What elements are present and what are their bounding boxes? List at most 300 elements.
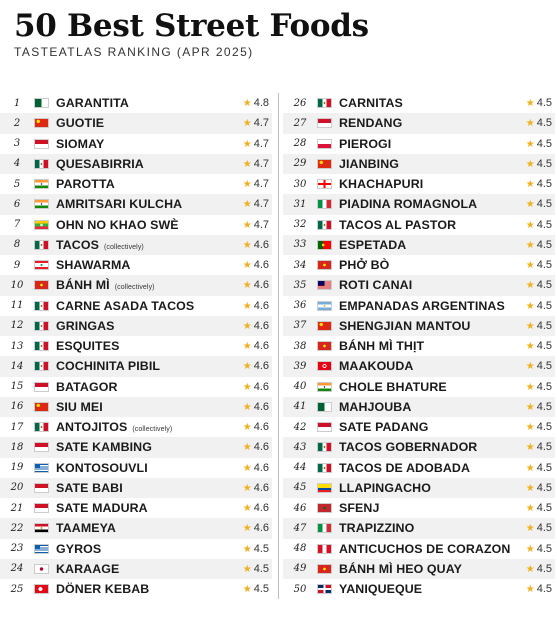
flag-greece-icon [34, 463, 49, 473]
rating-value: 4.5 [253, 583, 269, 596]
flag-china-icon [317, 159, 332, 169]
dish-name-text: BÁNH MÌ HEO QUAY [339, 561, 462, 576]
rank-number: 41 [293, 401, 307, 413]
dish-name [56, 96, 231, 110]
ranking-row [283, 518, 555, 538]
rating [514, 563, 555, 575]
page-subtitle: TASTEATLAS RANKING (APR 2025) [14, 45, 254, 59]
star-icon: ★ [242, 98, 252, 110]
rating-value: 4.5 [536, 380, 552, 393]
rating [231, 97, 272, 109]
rating-value: 4.5 [536, 340, 552, 353]
ranking-row [0, 275, 272, 295]
dish-name-text: SHAWARMA [56, 258, 131, 273]
flag-china-icon [34, 118, 49, 128]
rating [514, 117, 555, 129]
rating [514, 583, 555, 595]
star-icon: ★ [525, 462, 535, 474]
ranking-row [0, 154, 272, 174]
rating-value: 4.5 [536, 542, 552, 555]
dish-name [339, 562, 514, 576]
star-icon: ★ [525, 523, 535, 535]
rating [231, 117, 272, 129]
rating [514, 421, 555, 433]
dish-name-text: CARNE ASADA TACOS [56, 298, 195, 313]
rank-number: 47 [293, 522, 307, 534]
rank-number: 29 [293, 158, 307, 170]
rank-number: 20 [10, 482, 24, 494]
dish-name [339, 116, 514, 130]
ranking-row [283, 417, 555, 437]
rank-number: 30 [293, 178, 307, 190]
flag-italy-icon [317, 199, 332, 209]
ranking-row [283, 134, 555, 154]
star-icon: ★ [242, 320, 252, 332]
dish-name [56, 197, 231, 211]
star-icon: ★ [525, 482, 535, 494]
dish-name [56, 400, 231, 414]
rating [231, 381, 272, 393]
rating-value: 4.5 [536, 218, 552, 231]
rank-number: 37 [293, 320, 307, 332]
dish-name-text: CARNITAS [339, 96, 403, 111]
flag-greece-icon [34, 544, 49, 554]
ranking-row [283, 377, 555, 397]
rating [514, 482, 555, 494]
rank-number: 7 [13, 219, 21, 231]
star-icon: ★ [242, 401, 252, 413]
flag-mexico-icon [317, 220, 332, 230]
star-icon: ★ [525, 442, 535, 454]
star-icon: ★ [525, 401, 535, 413]
rating [231, 583, 272, 595]
dish-name [56, 359, 231, 373]
rating-value: 4.6 [253, 400, 269, 413]
rating [231, 462, 272, 474]
dish-name-text: TRAPIZZINO [339, 521, 415, 536]
dish-name [339, 299, 514, 313]
ranking-row [283, 154, 555, 174]
rank-number: 40 [293, 381, 307, 393]
flag-vietnam-icon [317, 260, 332, 270]
star-icon: ★ [242, 381, 252, 393]
flag-dominican-republic-icon [317, 584, 332, 594]
ranking-row [0, 255, 272, 275]
rating-value: 4.7 [253, 178, 269, 191]
dish-name [56, 339, 231, 353]
dish-name [56, 137, 231, 151]
rating-value: 4.5 [536, 400, 552, 413]
column-divider [278, 93, 279, 599]
ranking-row [283, 113, 555, 133]
ranking-row [0, 377, 272, 397]
flag-mexico-icon [317, 463, 332, 473]
star-icon: ★ [525, 158, 535, 170]
ranking-row [0, 296, 272, 316]
rating [514, 360, 555, 372]
ranking-row [283, 397, 555, 417]
rating [231, 300, 272, 312]
dish-name [339, 258, 514, 272]
header [0, 0, 557, 59]
rank-number: 19 [10, 462, 24, 474]
ranking-row [0, 498, 272, 518]
dish-name [339, 157, 514, 171]
rating-value: 4.7 [253, 218, 269, 231]
rating-value: 4.5 [536, 137, 552, 150]
flag-vietnam-icon [34, 280, 49, 290]
star-icon: ★ [525, 361, 535, 373]
ranking-row [0, 478, 272, 498]
star-icon: ★ [525, 118, 535, 130]
ranking-row [283, 235, 555, 255]
rating-value: 4.6 [253, 481, 269, 494]
dish-name [56, 238, 231, 252]
rating-value: 4.6 [253, 360, 269, 373]
flag-peru-icon [317, 544, 332, 554]
dish-name [56, 440, 231, 454]
rank-number: 44 [293, 462, 307, 474]
rating [514, 401, 555, 413]
dish-name [339, 278, 514, 292]
rating [514, 441, 555, 453]
star-icon: ★ [242, 462, 252, 474]
rating [231, 401, 272, 413]
flag-mexico-icon [34, 301, 49, 311]
rank-number: 5 [13, 178, 21, 190]
rating-value: 4.5 [536, 178, 552, 191]
flag-indonesia-icon [34, 442, 49, 452]
dish-name-text: ESPETADA [339, 237, 407, 252]
rank-number: 43 [293, 441, 307, 453]
ranking-row [283, 498, 555, 518]
rating [514, 502, 555, 514]
dish-name [339, 96, 514, 110]
ranking-row [283, 93, 555, 113]
dish-name-text: PHỞ BÒ [339, 258, 390, 273]
flag-mexico-icon [317, 442, 332, 452]
flag-poland-icon [317, 139, 332, 149]
ranking-row [0, 518, 272, 538]
dish-name-text: SATE PADANG [339, 420, 429, 435]
dish-name-text: TACOS DE ADOBADA [339, 460, 471, 475]
flag-algeria-icon [34, 98, 49, 108]
rating [514, 462, 555, 474]
star-icon: ★ [242, 179, 252, 191]
rating-value: 4.5 [536, 461, 552, 474]
ranking-row [0, 397, 272, 417]
dish-name-text: OHN NO KHAO SWÈ [56, 217, 179, 232]
dish-name-text: PIEROGI [339, 136, 392, 151]
star-icon: ★ [242, 118, 252, 130]
star-icon: ★ [525, 199, 535, 211]
dish-name [56, 481, 231, 495]
rank-number: 42 [293, 421, 307, 433]
ranking-row [283, 194, 555, 214]
dish-name-text: SIOMAY [56, 136, 105, 151]
ranking-row [283, 539, 555, 559]
rating-value: 4.5 [536, 238, 552, 251]
rank-number: 15 [10, 381, 24, 393]
dish-name-text: YANIQUEQUE [339, 582, 423, 597]
rating-value: 4.5 [536, 319, 552, 332]
page-title: 50 Best Street Foods [14, 8, 369, 44]
dish-name [339, 339, 514, 353]
rank-number: 3 [13, 138, 21, 150]
rating-value: 4.6 [253, 340, 269, 353]
rating-value: 4.5 [536, 583, 552, 596]
star-icon: ★ [525, 422, 535, 434]
dish-name-text: ESQUITES [56, 339, 120, 354]
dish-name [339, 501, 514, 515]
dish-name [339, 177, 514, 191]
rating-value: 4.5 [536, 157, 552, 170]
star-icon: ★ [242, 138, 252, 150]
dish-name-text: KHACHAPURI [339, 177, 424, 192]
ranking-row [0, 316, 272, 336]
ranking-row [0, 417, 272, 437]
rank-number: 2 [13, 117, 21, 129]
rank-number: 23 [10, 543, 24, 555]
dish-name-text: SATE MADURA [56, 501, 148, 516]
flag-malaysia-icon [317, 280, 332, 290]
dish-name [56, 562, 231, 576]
dish-name [56, 299, 231, 313]
flag-india-icon [34, 199, 49, 209]
rating-value: 4.8 [253, 97, 269, 110]
rating [514, 320, 555, 332]
rating-value: 4.5 [536, 360, 552, 373]
ranking-row [283, 316, 555, 336]
star-icon: ★ [242, 158, 252, 170]
rating [514, 219, 555, 231]
rating-value: 4.6 [253, 502, 269, 515]
dish-name [339, 197, 514, 211]
dish-name [339, 481, 514, 495]
ranking-row [283, 336, 555, 356]
rank-number: 34 [293, 259, 307, 271]
dish-name [339, 238, 514, 252]
dish-name-text: SATE BABI [56, 480, 123, 495]
dish-name-text: AMRITSARI KULCHA [56, 197, 183, 212]
rating-value: 4.5 [536, 441, 552, 454]
rating [514, 158, 555, 170]
dish-name [56, 582, 231, 596]
rank-number: 16 [10, 401, 24, 413]
dish-name-text: LLAPINGACHO [339, 480, 431, 495]
rank-number: 9 [13, 259, 21, 271]
dish-name-text: KARAAGE [56, 561, 120, 576]
star-icon: ★ [525, 260, 535, 272]
rank-number: 18 [10, 441, 24, 453]
star-icon: ★ [525, 381, 535, 393]
rating [514, 381, 555, 393]
star-icon: ★ [242, 219, 252, 231]
rating [231, 259, 272, 271]
dish-name-text: SHENGJIAN MANTOU [339, 318, 471, 333]
ranking-row [0, 356, 272, 376]
rating-value: 4.6 [253, 522, 269, 535]
dish-name-text: PIADINA ROMAGNOLA [339, 197, 478, 212]
rank-number: 14 [10, 360, 24, 372]
ranking-row [283, 579, 555, 599]
rank-number: 39 [293, 360, 307, 372]
dish-name-text: MAAKOUDA [339, 359, 414, 374]
rank-number: 21 [10, 502, 24, 514]
dish-name-text: DÖNER KEBAB [56, 582, 150, 597]
ranking-row [283, 296, 555, 316]
rank-number: 31 [293, 198, 307, 210]
flag-morocco-icon [317, 503, 332, 513]
rating-value: 4.7 [253, 157, 269, 170]
flag-argentina-icon [317, 301, 332, 311]
star-icon: ★ [242, 239, 252, 251]
rating-value: 4.7 [253, 198, 269, 211]
flag-china-icon [317, 321, 332, 331]
star-icon: ★ [525, 138, 535, 150]
dish-name [339, 380, 514, 394]
dish-name-text: BÁNH MÌ [56, 278, 110, 293]
rank-number: 49 [293, 563, 307, 575]
rank-number: 1 [13, 97, 21, 109]
rating-value: 4.7 [253, 137, 269, 150]
flag-ecuador-icon [317, 483, 332, 493]
ranking-row [0, 559, 272, 579]
ranking-row [0, 174, 272, 194]
rating-value: 4.5 [536, 299, 552, 312]
dish-name-text: ANTICUCHOS DE CORAZON [339, 541, 511, 556]
star-icon: ★ [242, 584, 252, 596]
rank-number: 45 [293, 482, 307, 494]
rating-value: 4.5 [536, 481, 552, 494]
dish-name-text: TACOS AL PASTOR [339, 217, 457, 232]
rating-value: 4.6 [253, 380, 269, 393]
dish-name-text: GYROS [56, 541, 102, 556]
dish-name-text: MAHJOUBA [339, 399, 412, 414]
rating-value: 4.5 [536, 259, 552, 272]
star-icon: ★ [242, 422, 252, 434]
ranking-row [0, 539, 272, 559]
dish-name-text: GARANTITA [56, 96, 129, 111]
star-icon: ★ [242, 563, 252, 575]
rating [231, 482, 272, 494]
rating [514, 279, 555, 291]
star-icon: ★ [525, 98, 535, 110]
rating [231, 178, 272, 190]
flag-egypt-icon [34, 523, 49, 533]
dish-note: (collectively) [103, 243, 144, 251]
rank-number: 50 [293, 583, 307, 595]
star-icon: ★ [525, 219, 535, 231]
rating-value: 4.6 [253, 461, 269, 474]
dish-name [339, 359, 514, 373]
rank-number: 28 [293, 138, 307, 150]
dish-name-text: QUESABIRRIA [56, 156, 144, 171]
rating [514, 239, 555, 251]
flag-mexico-icon [34, 240, 49, 250]
rating [231, 158, 272, 170]
dish-name-text: ROTI CANAI [339, 278, 413, 293]
rating [231, 421, 272, 433]
rating [231, 198, 272, 210]
dish-name [56, 521, 231, 535]
flag-myanmar-icon [34, 220, 49, 230]
rating [231, 320, 272, 332]
rank-number: 46 [293, 502, 307, 514]
dish-name-text: KONTOSOUVLI [56, 460, 148, 475]
rating-value: 4.6 [253, 299, 269, 312]
rank-number: 22 [10, 522, 24, 534]
rating [514, 198, 555, 210]
rank-number: 17 [10, 421, 24, 433]
flag-indonesia-icon [34, 382, 49, 392]
dish-name [56, 177, 231, 191]
rank-number: 26 [293, 97, 307, 109]
rating [231, 543, 272, 555]
rating [231, 279, 272, 291]
dish-name-text: ANTOJITOS [56, 420, 128, 435]
dish-name [56, 420, 231, 434]
rank-number: 35 [293, 279, 307, 291]
ranking-column-left [0, 93, 272, 599]
dish-name [56, 218, 231, 232]
flag-portugal-icon [317, 240, 332, 250]
dish-name-text: TACOS GOBERNADOR [339, 440, 478, 455]
ranking-row [0, 215, 272, 235]
star-icon: ★ [525, 320, 535, 332]
rank-number: 27 [293, 117, 307, 129]
flag-mexico-icon [34, 159, 49, 169]
rating [514, 138, 555, 150]
star-icon: ★ [242, 300, 252, 312]
dish-name-text: SIU MEI [56, 399, 103, 414]
ranking-row [283, 437, 555, 457]
flag-algeria-icon [317, 402, 332, 412]
rating [231, 360, 272, 372]
rank-number: 8 [13, 239, 21, 251]
flag-mexico-icon [34, 341, 49, 351]
flag-georgia-icon [317, 179, 332, 189]
dish-name [339, 521, 514, 535]
dish-name-text: RENDANG [339, 116, 403, 131]
star-icon: ★ [242, 260, 252, 272]
ranking-row [283, 174, 555, 194]
dish-name-text: PAROTTA [56, 177, 115, 192]
dish-name-text: EMPANADAS ARGENTINAS [339, 298, 505, 313]
rating-value: 4.6 [253, 279, 269, 292]
rating-value: 4.5 [253, 562, 269, 575]
rating-value: 4.5 [536, 198, 552, 211]
star-icon: ★ [242, 442, 252, 454]
rank-number: 24 [10, 563, 24, 575]
ranking-row [0, 579, 272, 599]
flag-tunisia-icon [317, 361, 332, 371]
dish-name [56, 319, 231, 333]
rating-value: 4.5 [536, 421, 552, 434]
rating-value: 4.5 [536, 117, 552, 130]
flag-indonesia-icon [317, 118, 332, 128]
dish-name-text: COCHINITA PIBIL [56, 359, 161, 374]
rating-value: 4.5 [536, 502, 552, 515]
dish-name-text: GRINGAS [56, 318, 115, 333]
rating-value: 4.7 [253, 117, 269, 130]
rating-value: 4.6 [253, 421, 269, 434]
dish-name [56, 461, 231, 475]
ranking-row [283, 356, 555, 376]
flag-indonesia-icon [34, 503, 49, 513]
rating [514, 97, 555, 109]
ranking-row [0, 336, 272, 356]
